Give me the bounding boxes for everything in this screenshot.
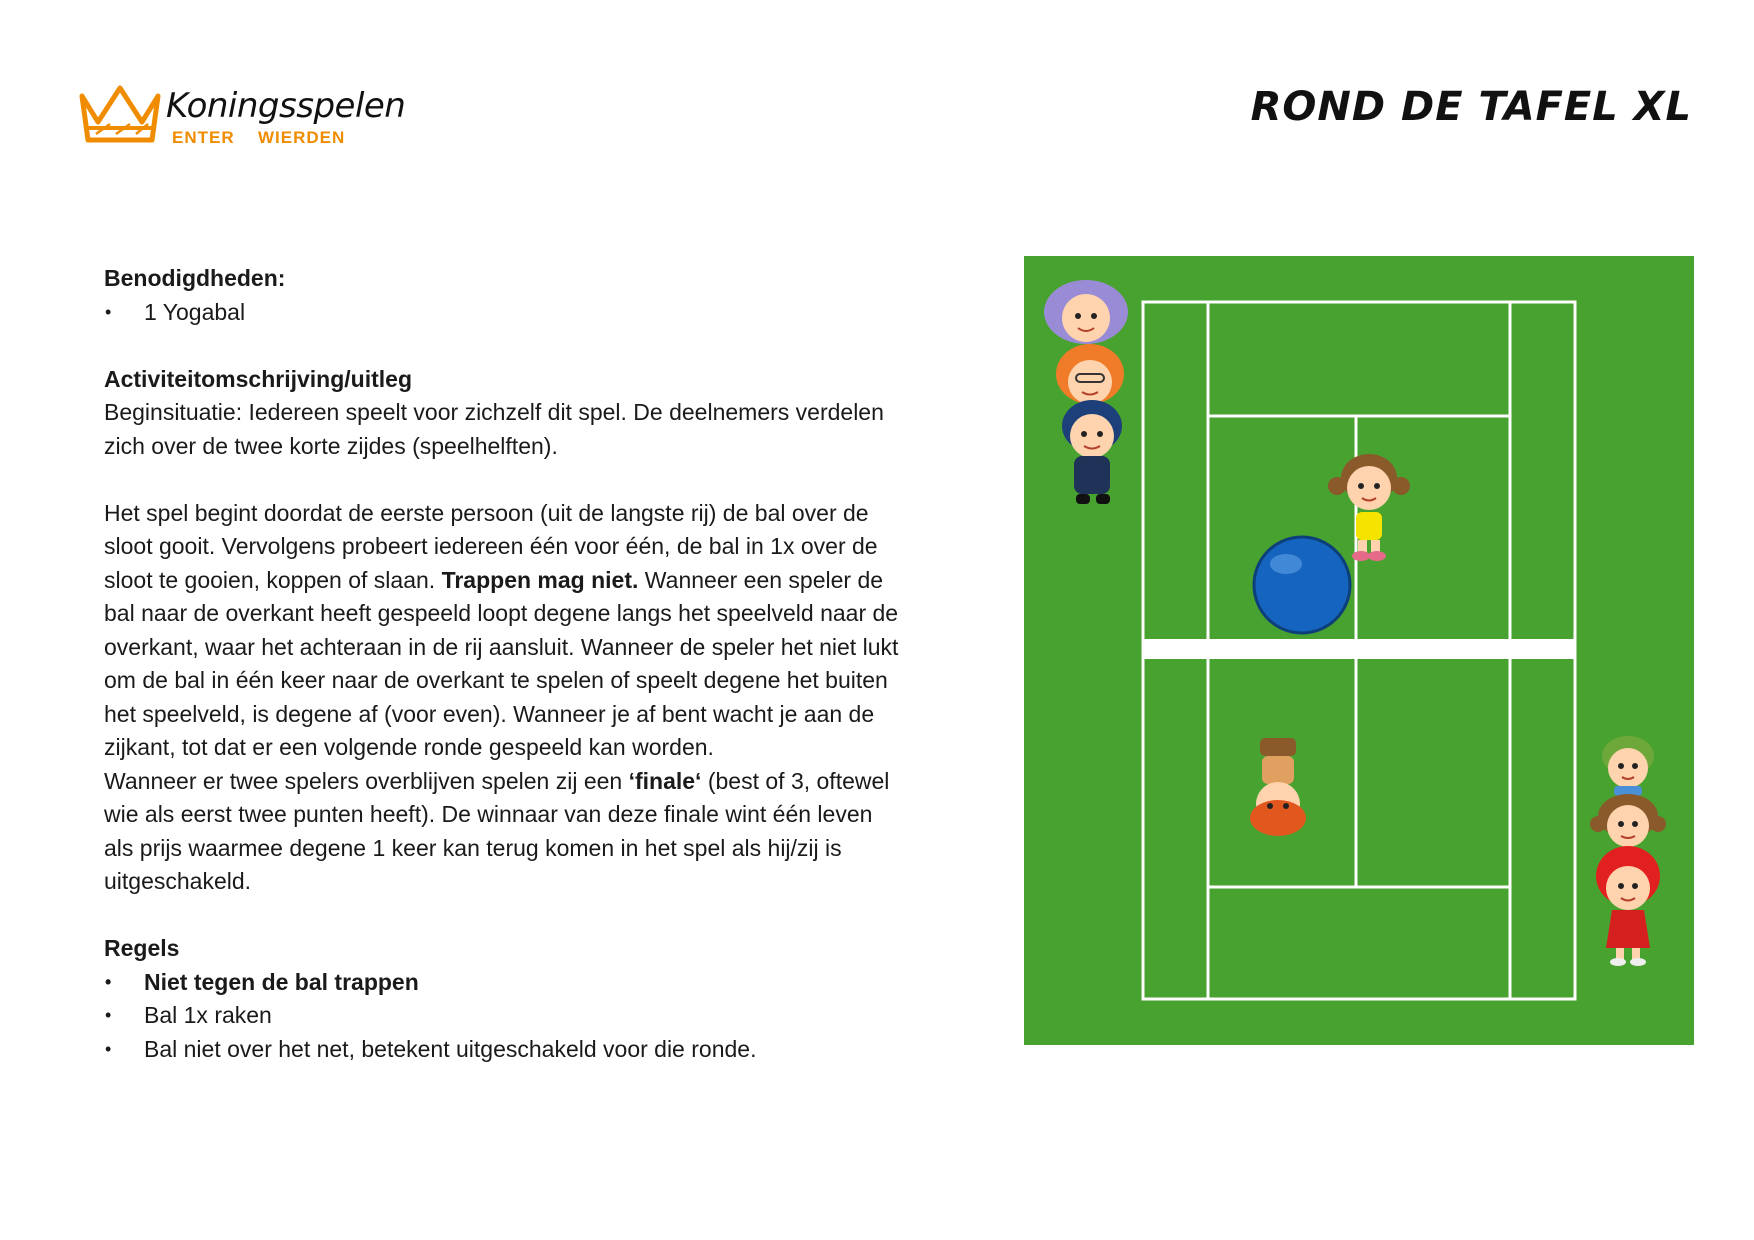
crown-icon bbox=[76, 84, 164, 146]
text-line: het speelveld, is degene af (voor even). Wanneer je af bent wacht je aan de bbox=[104, 700, 875, 727]
text-line: uitgeschakeld. bbox=[104, 868, 252, 894]
logo-name: Koningsspelen bbox=[166, 86, 406, 126]
benodigdheden-list bbox=[104, 296, 934, 330]
text-run: sloot te gooien, koppen of slaan. bbox=[104, 566, 442, 593]
text-line: bal naar de overkant heeft gespeeld loopt degene langs het speelveld naar de bbox=[104, 600, 899, 626]
yogabal-ball bbox=[1254, 537, 1350, 633]
text-line: om de bal in één keer naar de overkant te spelen of speelt degene het buiten bbox=[104, 667, 888, 693]
content-column bbox=[104, 262, 934, 1066]
list-item: • Bal niet over het net, betekent uitgeschakeld voor die ronde. bbox=[104, 1033, 934, 1067]
activiteit-heading: Activiteitomschrijving/uitleg bbox=[104, 365, 412, 392]
list-item: • Bal 1x raken bbox=[104, 999, 934, 1033]
kid-figure-purple-hair bbox=[1044, 280, 1128, 344]
regels-list bbox=[104, 966, 934, 1067]
text-line: Het spel begint doordat de eerste persoon (uit de langste rij) de bal over de bbox=[104, 499, 869, 526]
text-line: zich over de twee korte zijdes (speelhelften). bbox=[104, 432, 558, 459]
list-item: • 1 Yogabal bbox=[104, 296, 934, 330]
regels-heading: Regels bbox=[104, 935, 180, 961]
list-item: • Niet tegen de bal trappen bbox=[104, 966, 934, 1000]
logo-sub-right: WIERDEN bbox=[258, 128, 346, 147]
emphasis-text: ‘finale‘ bbox=[628, 767, 702, 794]
text-run: (best of 3, oftewel bbox=[701, 767, 890, 794]
page-title: ROND DE TAFEL XL bbox=[1250, 84, 1692, 130]
kid-figure-orange-hair bbox=[1056, 344, 1124, 404]
text-line bbox=[104, 564, 934, 598]
text-line: overkant, waar het achteraan in de rij aansluit. Wanneer de speler het niet lukt bbox=[104, 633, 899, 660]
text-run: Wanneer een speler de bbox=[638, 566, 884, 593]
text-line bbox=[104, 765, 934, 799]
playing-field-illustration bbox=[1024, 256, 1694, 1045]
text-line: Beginsituatie: Iedereen speelt voor zichzelf dit spel. De deelnemers verdelen bbox=[104, 399, 884, 425]
logo-sub-left: ENTER bbox=[172, 128, 235, 147]
logo bbox=[76, 78, 406, 153]
benodigdheden-heading: Benodigdheden: bbox=[104, 265, 286, 291]
text-line: als prijs waarmee degene 1 keer kan terug komen in het spel als hij/zij is bbox=[104, 834, 842, 861]
text-line: wie als eerst twee punten heeft). De winnaar van deze finale wint één leven bbox=[104, 801, 873, 827]
emphasis-text: Trappen mag niet. bbox=[441, 566, 639, 593]
text-run: Wanneer er twee spelers overblijven spelen zij een bbox=[104, 767, 629, 794]
text-line: zijkant, tot dat er een volgende ronde gespeeld kan worden. bbox=[104, 734, 714, 760]
field-svg bbox=[1024, 256, 1694, 1045]
text-line: sloot gooit. Vervolgens probeert iedereen één voor één, de bal in 1x over de bbox=[104, 533, 878, 559]
net bbox=[1143, 639, 1575, 659]
